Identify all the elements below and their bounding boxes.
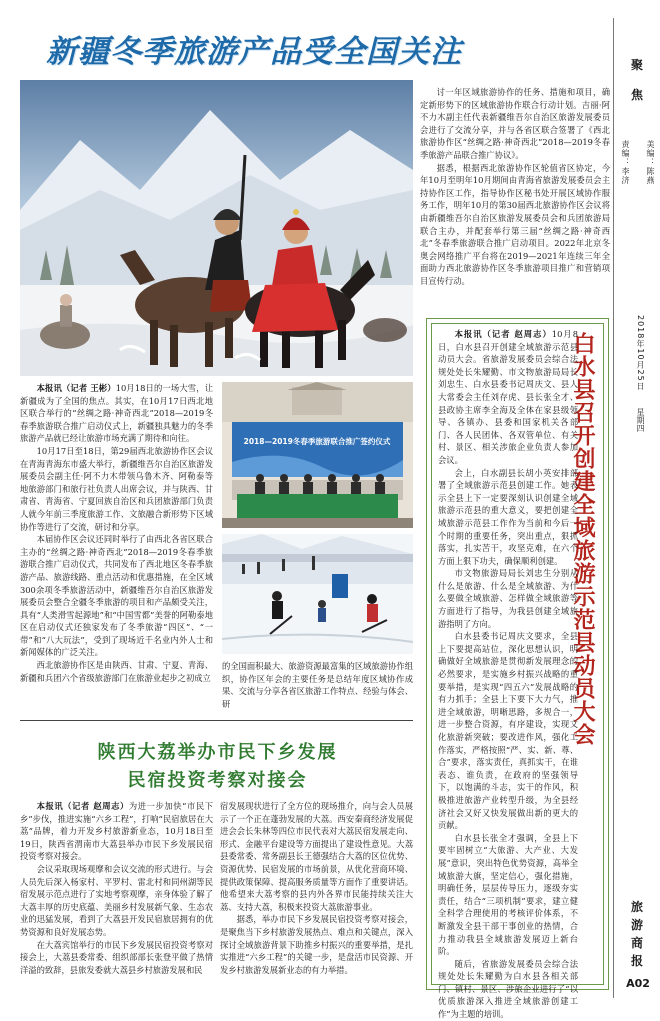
article2-p4: 宿发展现状进行了全方位的现场推介，向与会人员展示了一个正在蓬勃发展的大荔。西安秦商经济发展促进会会长朱林等四位市民代表对大荔民宿发展走向、形式、金融平台建设等方面提出了建设性意见。大荔县委常委、常务副县长王德强结合大荔的区位优势、资源优势、民宿发展的市场前景，从优化营商环境、提供政策保障、提高服务质量等方面作了重要讲话。他希望来大荔考察的县内外各界市民能持续关注大荔、支持大荔，积极来投资大荔旅游事业。	[220, 801, 413, 912]
section-title: 聚 焦	[630, 58, 643, 102]
editor-credits	[620, 140, 656, 185]
article3-p2: 会上，白水副县长胡小英安排部署了全域旅游示范县创建工作。她表示全县上下一定要深刻认识创建全域旅游示范县的重大意义，要把创建全域旅游示范县工作作为当前和今后一个时期的重要任务，突出重点，狠抓落实，扎实苦干，攻坚克难，在六个方面上狠下功夫，确保顺利创建。	[438, 467, 578, 566]
paper-name: 旅 游 商 报	[630, 900, 643, 968]
banner-text: 2018—2019冬春季旅游联合推广签约仪式	[243, 437, 391, 446]
article3-box	[426, 318, 609, 1020]
article2-p1: 为进一步加快“市民下乡”步伐，推进实施“六乡工程”，打响“民宿旅居在大荔”品牌，着力开发乡村旅游新业态，10月18日至19日，陕西省渭南市大荔县举办市民下乡发展民宿投资考察对接会。	[20, 801, 214, 862]
article3-p6: 随后，省旅游发展委员会综合法规处处长朱耀勤为白水县各相关部门、镇村、景区、涉旅企业进行了“以优质旅游深入推进全域旅游创建工作”为主题的培训。	[438, 958, 578, 1020]
article1-col2-p2: 据悉，根据西北旅游协作区轮值省区协定，今年10月至明年10月期间由青海省旅游发展委员会主持协作区工作，指导协作区秘书处开展区域协作服务工作，明年10月的第30届西北旅游协作区会议将由新疆维吾尔自治区旅游发展委员会和兵团旅游局联合主办，并配套举行第三届“丝绸之路·神奇西北”冬春季旅游联合推广启动项目。2022年北京冬奥会网络推广平台将在2019—2021年连续三年全面助力西北旅游协作区冬季旅游项目推广和营销项目宣传行动。	[420, 162, 610, 286]
article1-p2: 10月17日至18日，第29届西北旅游协作区会议在青海青海东市盛大举行，新疆维吾尔自治区旅游发展委员会副主任·阿不力木带领乌鲁木齐、阿勒泰等地旅游部门和旅行社负责人出席会议，并与陕西、甘肃省、青海省、宁夏回族自治区和兵团旅游部门负责人就今年前三季度旅游工作、文旅融合新形势下区域协作等进行了交流，研讨和分享。	[20, 445, 213, 532]
article1-col1	[20, 382, 213, 732]
article1-tail: 的全国面积最大、旅游资源最富集的区域旅游协作组织，协作区年会的主要任务是总结年度区域协作成果、交流与分享各省区旅游工作特点、经验与体会、研	[222, 661, 413, 709]
photo-horse-riders	[20, 80, 413, 376]
article3-p4: 白水县委书记周庆文要求，全县上下要提高站位，深化思想认识，明确做好全域旅游是贯彻新发展理念的必然要求，是实施乡村振兴战略的重要举措，是实现“四五六”发展战略的有力抓手；全县上下要下大力气，推进全域旅游，明晰思路，多规合一，进一步整合资源，有序建设，实现文化旅游新突破；要改进作风，强化工作落实，严格按照“严、实、新、尊、合”要求，落实责任，真抓实干，在谁表态、谁负责，在政府的坚强领导下，以饱满的斗志，实干的作风，积极推进旅游产业转型升级，为全县经济社会又好又快发展做出新的更大的贡献。	[438, 631, 578, 831]
page-headline: 新疆冬季旅游产品受全国关注	[46, 34, 462, 70]
article1-p1: 10月18日的一场大雪，让新疆成为了全国的焦点。其实，在10月17日西北地区联合举行的“丝绸之路·神奇西北”2018—2019冬春季旅游联合推广启动仪式上，新疆独具魅力的冬季旅游产品就已经让旅游市场充满了期待和向往。	[20, 383, 213, 444]
article2-title-line2: 民宿投资考察对接会	[127, 770, 308, 791]
article1-p3: 本届协作区会议还同时举行了由西北各省区联合主办的“丝绸之路·神奇西北”2018—2019冬春季旅游联合推广启动仪式，共同发布了西北地区冬春季旅游产品、旅游线路、重点活动和优惠措施，在全区域300余项冬季旅游活动中，新疆维吾尔自治区旅游发展委员会整合全疆冬季旅游的项目和产品颇受关注，具有“人类滑雪起源地”和“中国雪都”美誉的阿勒泰地区在启动仪式还独家发布了冬季旅游“四区”、“一带”和“八大玩法”，受到了现场近千名业内外人士和新闻媒体的广泛关注。	[20, 534, 213, 658]
article3-text	[438, 328, 578, 1020]
article3-p1: 10月8日，白水县召开创建全域旅游示范县动员大会。省旅游发展委员会综合法规处处长朱耀勤、市文物旅游局局长刘忠生、白水县委书记周庆文、县人大常委会主任刘存虎、县长张全才、县政协主席李全海及全体在家县级领导、各镇办、县委和国家机关各部门、各人民团体、各双管单位、有关村、景区、相关涉旅企业负责人参加会议。	[438, 329, 578, 465]
article1-col3	[222, 660, 413, 710]
issue-weekday: 星期四	[636, 408, 645, 432]
article3-p3: 市文物旅游局局长刘忠生分别从什么是旅游、什么是全域旅游、为什么要做全域旅游、怎样做全域旅游等方面进行了指导，为我县创建全域旅游指明了方向。	[438, 568, 578, 629]
article2-byline: 本报讯（记者 赵周志）	[36, 801, 129, 811]
article2-col1	[20, 800, 213, 995]
article2-p2: 会议采取现场观摩和会议交流的形式进行。与会人员先后深入杨家村、平罗村、雷北村和同州湖等民宿发展示范点进行了实地考察观摩，亲身体验了解了大荔丰厚的历史底蕴、美丽乡村发展新气象、生态农业的迅猛发展，看到了大荔县开发民宿旅居拥有的优势资源和良好发展态势。	[20, 863, 213, 937]
page-number: A02	[626, 977, 650, 990]
editor-label: 责编：李济	[621, 140, 630, 185]
article-divider	[20, 720, 413, 721]
designer-label: 美编：陈燕	[646, 140, 655, 185]
article2-p3: 在大荔宾馆举行的市民下乡发展民宿投资考察对接会上，大荔县委常委、组织部部长张登平做了热情洋溢的致辞，县旅发委就大荔县乡村旅游发展和民	[20, 939, 213, 975]
article1-col2-p1: 讨一年区域旅游协作的任务、措施和项目，确定新形势下的区域旅游协作联合行动计划。吉丽·阿不力木副主任代表新疆维吾尔自治区旅游发展委员会进行了交流分享，并与各省区联合签署了《西北旅游协作区“丝绸之路·神奇西北”2018—2019冬春季旅游产品联合推广协议》。	[420, 87, 610, 160]
article1-byline: 本报讯（记者 王彬）	[36, 383, 116, 393]
article1-col2	[420, 86, 610, 308]
right-rail-divider	[613, 18, 614, 998]
article1-p4: 西北旅游协作区是由陕西、甘肃、宁夏、青海、新疆和兵团六个省级旅游部门在旅游业起步之初成立	[20, 660, 213, 683]
photo-skiers	[222, 534, 413, 654]
article2-col2	[220, 800, 413, 995]
photo-signing-ceremony	[222, 382, 413, 528]
article3-byline: 本报讯（记者 赵周志）	[454, 329, 552, 339]
article2-p5: 据悉，举办市民下乡发展民宿投资考察对接会，是聚焦当下乡村旅游发展热点、难点和关键点，深入探讨全域旅游背景下助推乡村振兴的重要举措，是扎实推进“六乡工程”的关键一步，是盘活市民资源、开发乡村旅游发展新业态的有力举措。	[220, 914, 413, 975]
issue-date: 2018年10月25日	[636, 315, 645, 391]
article3-p5: 白水县长张全才强调，全县上下要牢固树立“大旅游、大产业、大发展”意识，突出特色优势资源，高举全域旅游大旗，坚定信心，强化措施，明确任务，层层传导压力，逐级夯实责任，结合“三项机制”要求，建立健全科学合理使用的考核评价体系，不断激发全县干部干事创业的热情，合力推动我县全域旅游发展迈上新台阶。	[438, 832, 578, 957]
article3-title: 白水县召开创建全域旅游示范县动员大会	[570, 332, 596, 746]
article2-title-line1: 陕西大荔举办市民下乡发展	[97, 742, 338, 763]
